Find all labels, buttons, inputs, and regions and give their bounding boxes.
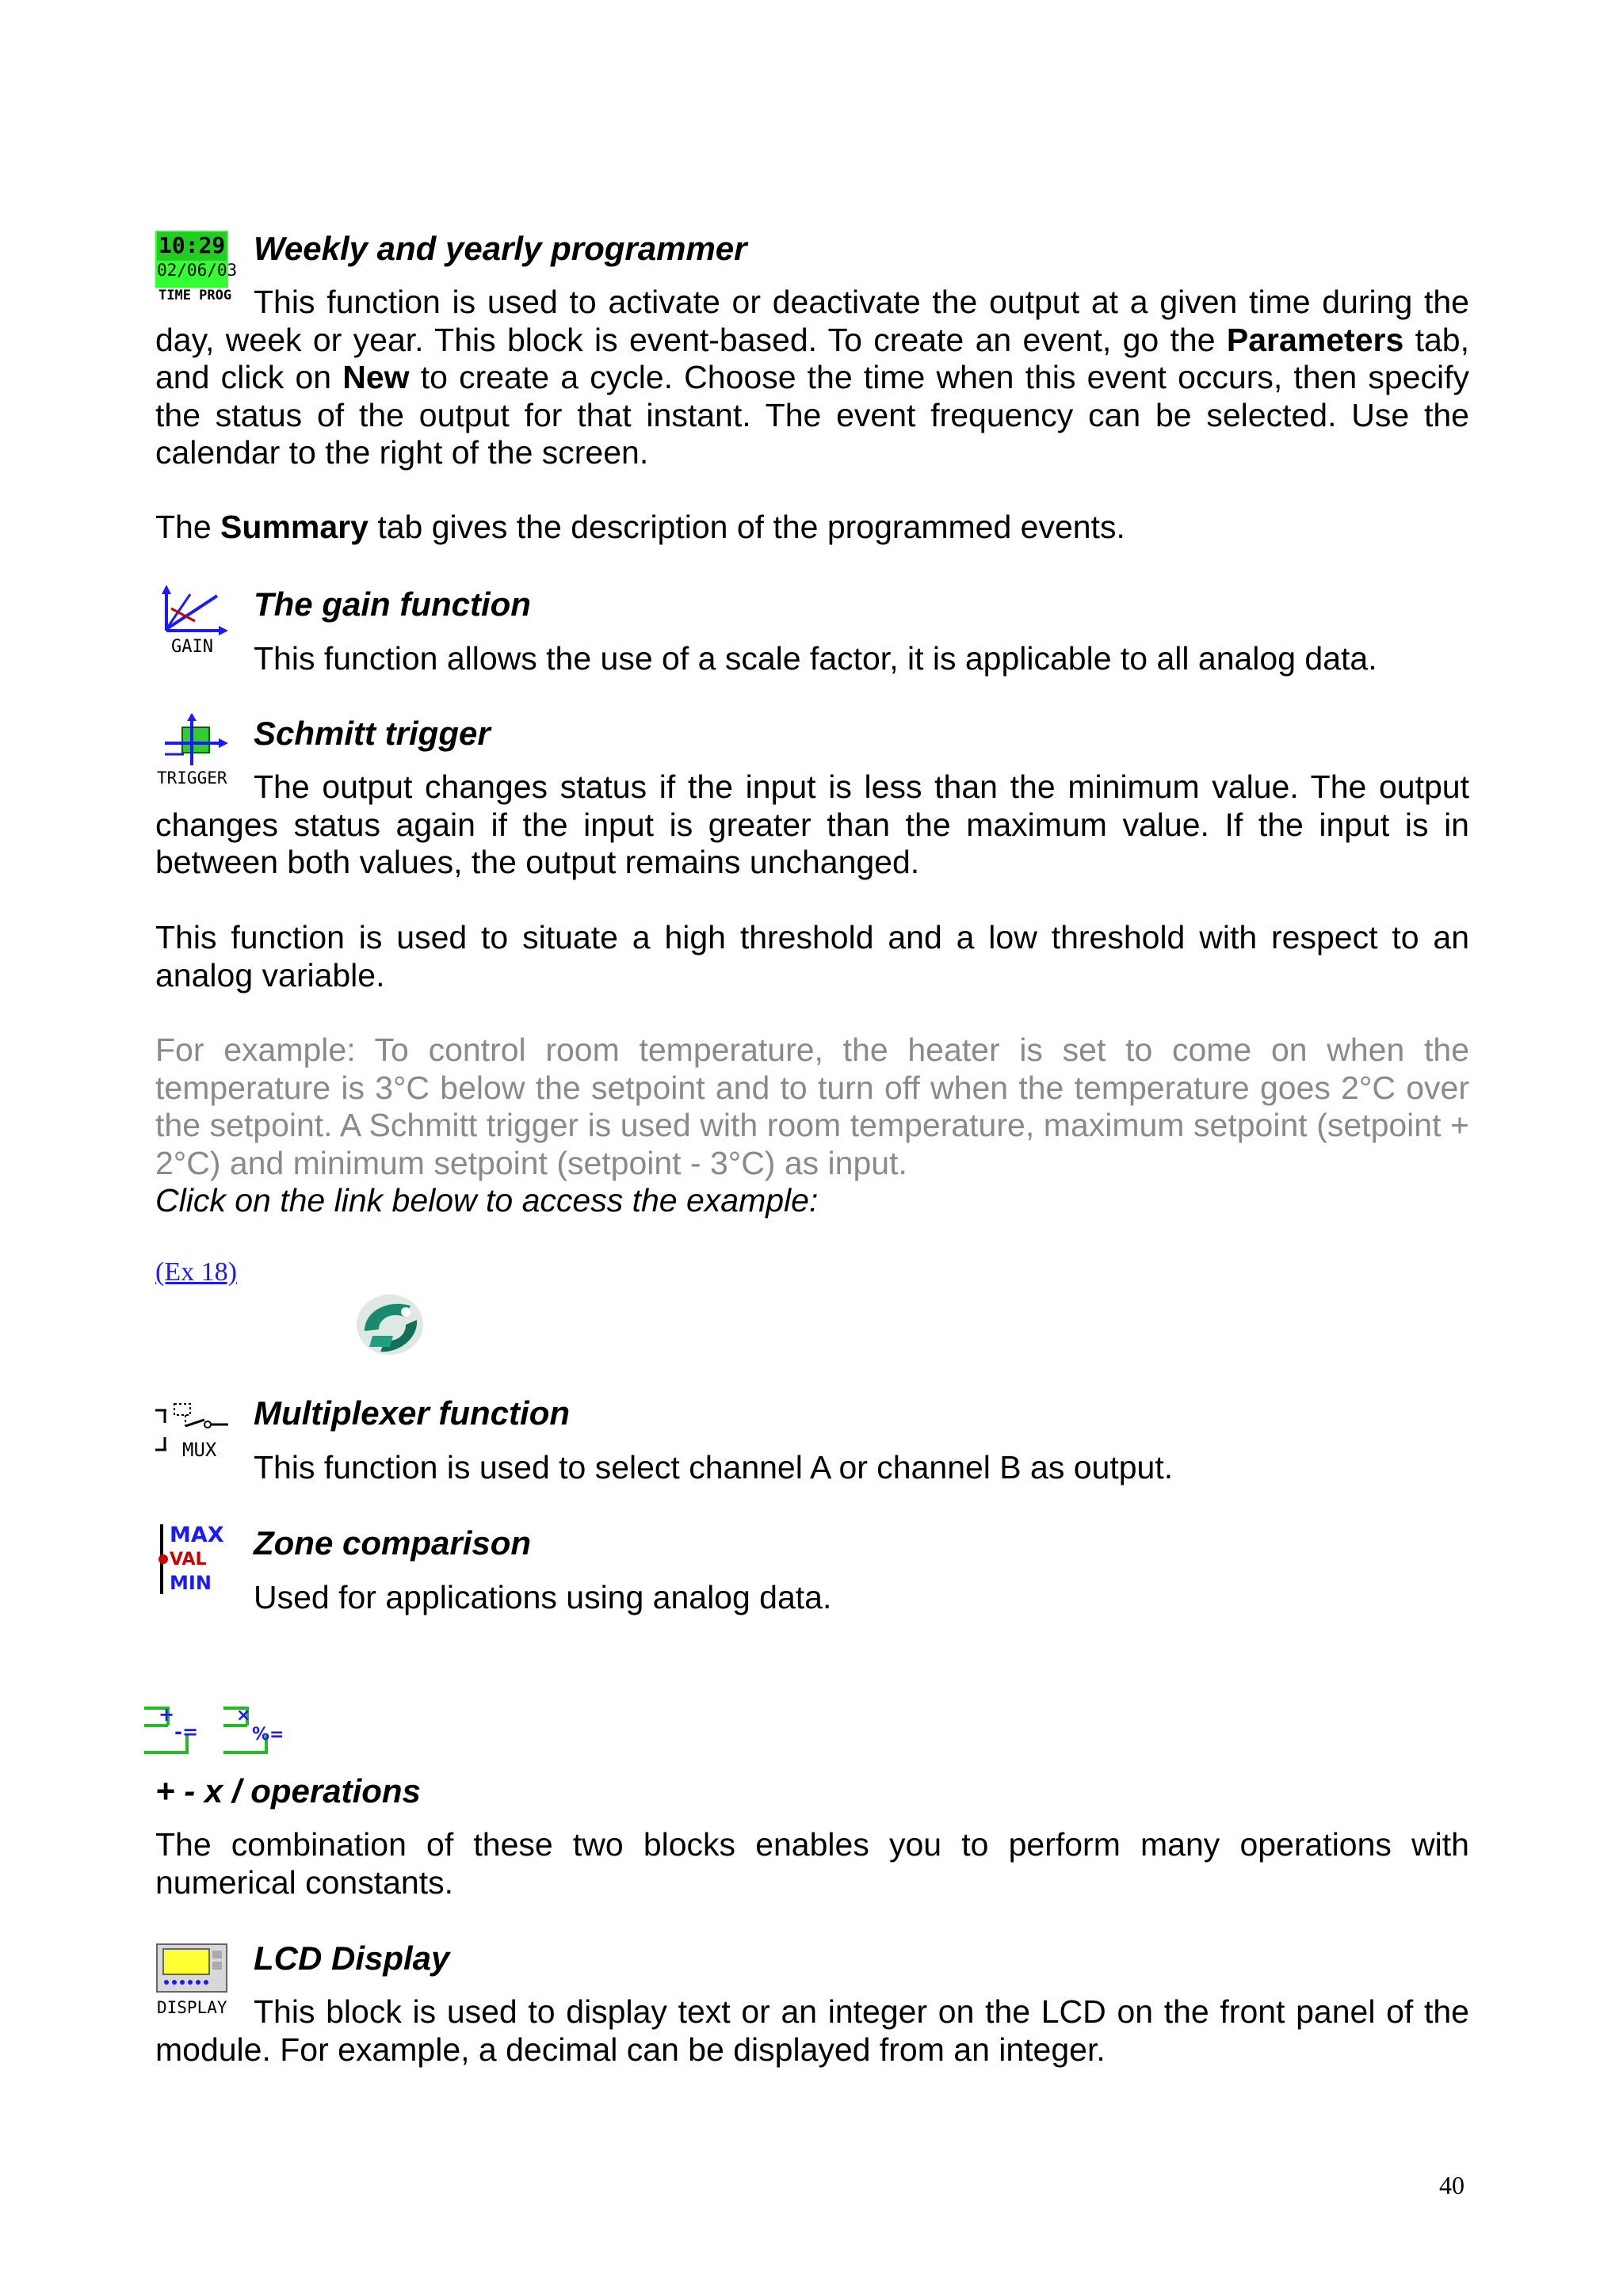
gain-heading: The gain function <box>254 585 531 623</box>
trigger-click-instruction: Click on the link below to access the example: <box>155 1182 819 1219</box>
time-prog-icon-date: 02/06/03 <box>157 261 238 280</box>
mux-icon-caption: MUX <box>182 1439 217 1461</box>
time-prog-icon-time: 10:29 <box>158 232 226 258</box>
svg-text:-=: -= <box>174 1721 199 1743</box>
zone-icon-max: MAX <box>170 1523 224 1547</box>
svg-text:+: + <box>158 1703 175 1726</box>
lcd-heading: LCD Display <box>254 1939 450 1977</box>
gain-icon-caption: GAIN <box>171 637 213 657</box>
lcd-description: This block is used to display text or an integer on the LCD on the front panel of the module. For example, a decimal can be displayed from an integer. <box>155 1993 1469 2068</box>
timeprog-summary-text: The Summary tab gives the description of the programmed events. <box>155 509 1125 545</box>
zone-description: Used for applications using analog data. <box>254 1579 832 1615</box>
trigger-icon-caption: TRIGGER <box>157 769 227 788</box>
trigger-example-text: For example: To control room temperature, the heater is set to come on when the temperature is 3°C below the setpoint and to turn off when the temperature goes 2°C over the setpoint. A Schmitt trigger is used with room temperature, maximum setpoint (setpoint + 2°C) and minimum setpoint (setpoint - 3°C) as input. <box>155 1032 1469 1181</box>
trigger-heading: Schmitt trigger <box>254 715 491 752</box>
example-18-link[interactable]: (Ex 18) <box>155 1257 237 1287</box>
mux-heading: Multiplexer function <box>254 1394 570 1432</box>
page-number: 40 <box>1439 2171 1465 2199</box>
ops-heading: + - x / operations <box>155 1772 421 1810</box>
time-prog-icon-caption: TIME PROG <box>158 288 232 303</box>
zone-heading: Zone comparison <box>254 1524 532 1562</box>
zone-compare-icon <box>158 1523 231 1596</box>
mux-icon <box>154 1402 230 1463</box>
timeprog-heading: Weekly and yearly programmer <box>254 230 747 267</box>
trigger-description: The output changes status if the input is less than the minimum value. The output changes status again if the input is greater than the maximum value. If the input is in between both values, the output remains unchanged. <box>155 769 1469 880</box>
gain-description: This function allows the use of a scale factor, it is applicable to all analog data. <box>254 640 1377 677</box>
zone-icon-val: VAL <box>170 1550 207 1569</box>
trigger-threshold-text: This function is used to situate a high threshold and a low threshold with respect to an analog variable. <box>155 919 1469 994</box>
lcd-icon-caption: DISPLAY <box>157 1998 227 2017</box>
example-logo-icon[interactable] <box>349 1290 428 1356</box>
svg-text:×: × <box>236 1706 251 1726</box>
ops-description: The combination of these two blocks enables you to perform many operations with numerical constants. <box>155 1826 1469 1901</box>
mux-description: This function is used to select channel A or channel B as output. <box>254 1449 1174 1486</box>
svg-text:%=: %= <box>252 1725 285 1745</box>
math-operations-icon <box>141 1703 296 1759</box>
timeprog-description: This function is used to activate or deactivate the output at a given time during the day, week or year. This block is event-based. To create an event, go the Parameters tab, and click on New to create a cycle. Choose the time when this event occurs, then specify the status of the output for that instant. The event frequency can be selected. Use the calendar to the right of the screen. <box>155 284 1469 471</box>
gain-icon <box>155 585 228 659</box>
zone-icon-min: MIN <box>170 1572 212 1594</box>
